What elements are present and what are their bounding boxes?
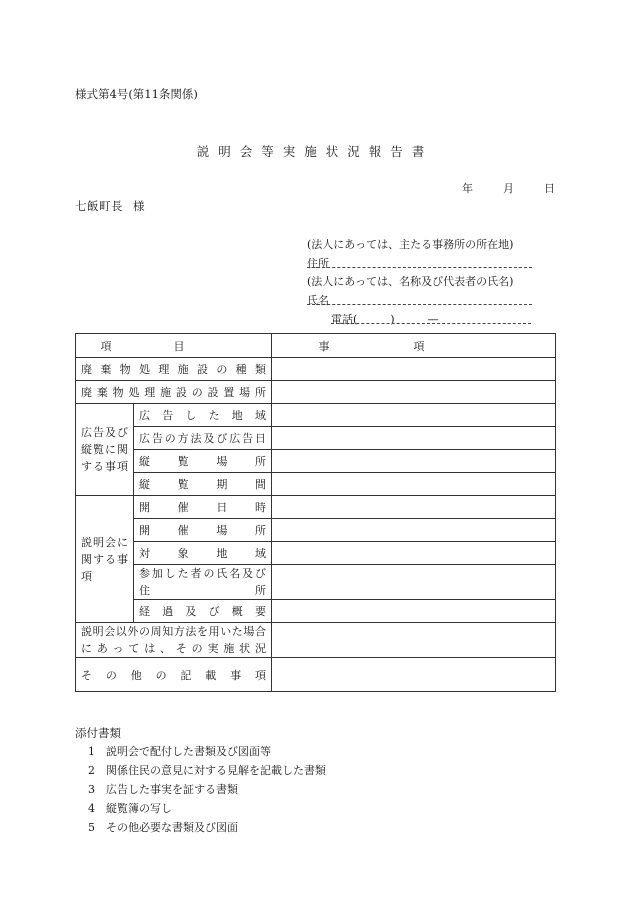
list-item [88,743,271,759]
table-row [76,450,556,473]
date-month: 月 [503,182,514,195]
date-day: 日 [544,182,555,195]
name-label: 氏名 [307,294,329,307]
value-meeting-datetime[interactable] [272,496,556,519]
list-item [88,800,172,816]
addressee-honorific: 様 [133,199,145,213]
value-other-items[interactable] [272,658,556,692]
name-field[interactable] [307,292,532,308]
attachment-number: 3 [88,783,95,796]
attachments-title: 添付書類 [75,726,121,740]
address-underline [307,267,532,268]
addressee-name: 七飯町長 [75,199,123,213]
label-participants-line1: 参加した者の氏名及び [139,567,266,580]
date-line [462,180,555,196]
label-participants-line2: 住所 [139,584,266,597]
attachment-text: 広告した事実を証する書類 [106,783,238,796]
value-target-area[interactable] [272,542,556,565]
value-inspection-period[interactable] [272,473,556,496]
label-ad-group: 広告及び縦覧に関する事項 [76,404,134,496]
table-row [76,473,556,496]
label-meeting-group: 説明会に関する事項 [76,496,134,623]
value-facility-location[interactable] [272,381,556,404]
phone-underline [331,323,531,324]
label-other-methods: 説明会以外の周知方法を用いた場合にあっては、その実施状況 [76,623,272,658]
attachment-number: 4 [88,802,95,815]
table-row [76,600,556,623]
list-item [88,819,238,835]
label-other-items: その他の記載事項 [76,658,272,692]
phone-label: 電話( ) — [331,313,439,326]
label-meeting-datetime: 開催日時 [134,496,272,519]
address-field[interactable] [307,255,532,271]
attachment-text: 縦覧簿の写し [106,802,172,815]
label-meeting-place: 開催場所 [134,519,272,542]
address-note: (法人にあっては、主たる事務所の所在地) [307,238,514,251]
value-progress-summary[interactable] [272,600,556,623]
value-other-methods[interactable] [272,623,556,658]
phone-field[interactable] [331,311,531,327]
table-row [76,565,556,600]
value-ad-method-date[interactable] [272,427,556,450]
attachment-number: 5 [88,821,95,834]
form-number: 様式第4号(第11条関係) [75,87,198,101]
label-facility-type: 廃棄物処理施設の種類 [76,358,272,381]
value-facility-type[interactable] [272,358,556,381]
attachment-number: 1 [88,745,95,758]
label-ad-method-date: 広告の方法及び広告日 [134,427,272,450]
addressee [75,198,145,214]
column-header-matter: 事項 [272,334,556,358]
table-row [76,427,556,450]
table-row [76,358,556,381]
address-label: 住所 [307,257,329,270]
document-title: 説明会等実施状況報告書 [196,144,434,159]
column-header-item: 項目 [76,334,272,358]
attachment-text: その他必要な書類及び図面 [106,821,238,834]
table-header-row [76,334,556,358]
name-note: (法人にあっては、名称及び代表者の氏名) [307,275,514,288]
label-inspection-place: 縦覧場所 [134,450,272,473]
table-row [76,542,556,565]
value-meeting-place[interactable] [272,519,556,542]
table-row [76,658,556,692]
attachment-text: 説明会で配付した書類及び図面等 [106,745,271,758]
value-participants[interactable] [272,565,556,600]
date-year: 年 [462,182,473,195]
value-inspection-place[interactable] [272,450,556,473]
table-row [76,404,556,427]
table-row [76,623,556,658]
value-ad-area[interactable] [272,404,556,427]
list-item [88,762,326,778]
label-inspection-period: 縦覧期間 [134,473,272,496]
table-row [76,519,556,542]
attachment-number: 2 [88,764,95,777]
attachment-text: 関係住民の意見に対する見解を記載した書類 [106,764,326,777]
table-row [76,496,556,519]
name-underline [307,304,532,305]
label-progress-summary: 経過及び概要 [134,600,272,623]
label-target-area: 対象地域 [134,542,272,565]
report-table [75,333,556,692]
list-item [88,781,238,797]
label-participants [134,565,272,600]
label-facility-location: 廃棄物処理施設の設置場所 [76,381,272,404]
table-row [76,381,556,404]
label-ad-area: 広告した地域 [134,404,272,427]
